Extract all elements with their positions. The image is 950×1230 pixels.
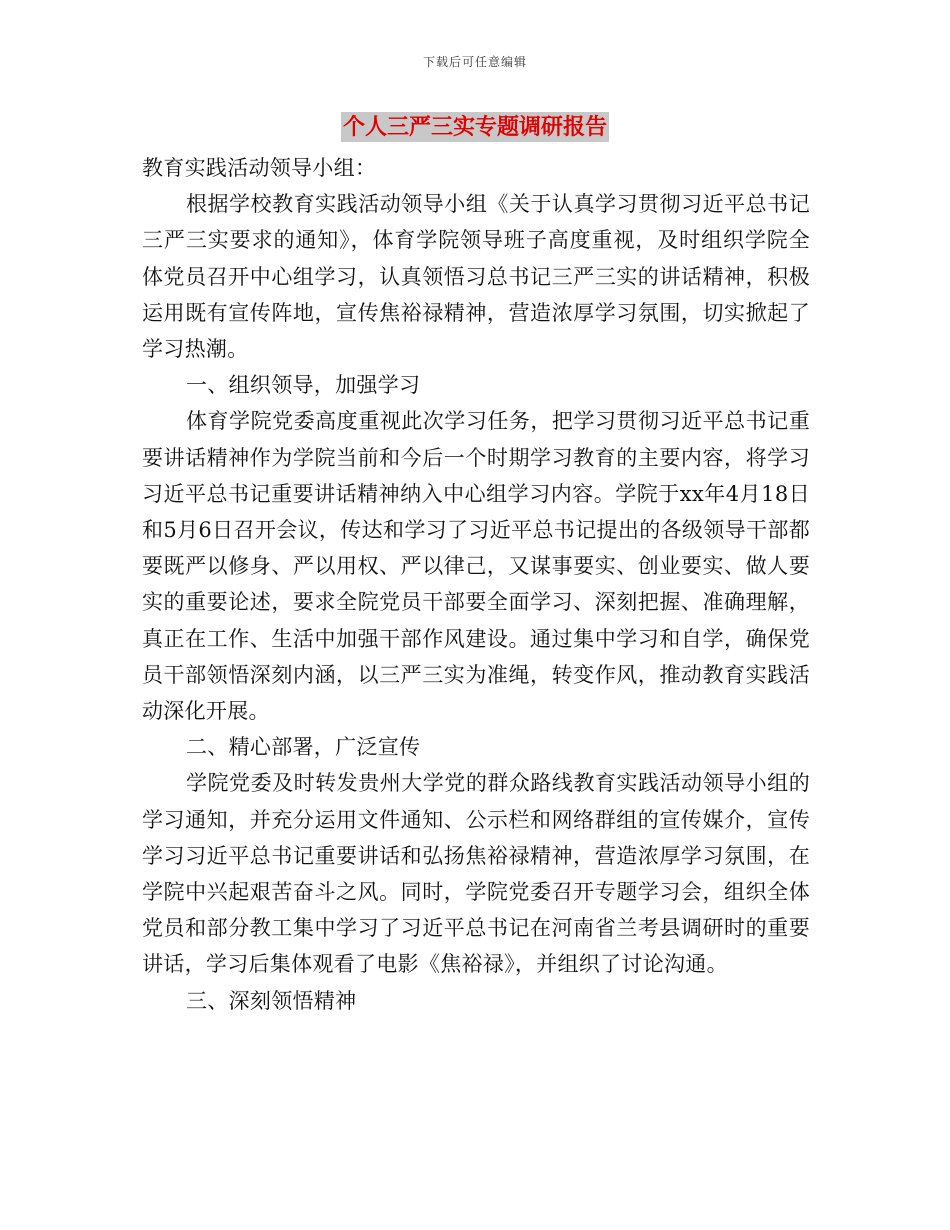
- salutation: 教育实践活动领导小组：: [142, 156, 377, 180]
- paragraph-section-1: 体育学院党委高度重视此次学习任务，把学习贯彻习近平总书记重要讲话精神作为学院当前和今后一个时期学习教育的主要内容，将学习习近平总书记重要讲话精神纳入中心组学习内容。学院于xx年4月18日和5月6日召开会议，传达和学习了习近平总书记提出的各级领导干部都要既严以修身、严以用权、严以律己，又谋事要实、创业要实、做人要实的重要论述，要求全院党员干部要全面学习、深刻把握、准确理解，真正在工作、生活中加强干部作风建设。通过集中学习和自学，确保党员干部领悟深刻内涵，以三严三实为准绳，转变作风，推动教育实践活动深化开展。: [142, 409, 810, 724]
- paragraph-intro: 根据学校教育实践活动领导小组《关于认真学习贯彻习近平总书记三严三实要求的通知》，体育学院领导班子高度重视，及时组织学院全体党员召开中心组学习，认真领悟习总书记三严三实的讲话精神，积极运用既有宣传阵地，宣传焦裕禄精神，营造浓厚学习氛围，切实掀起了学习热潮。: [142, 192, 810, 362]
- paragraph-section-2: 学院党委及时转发贵州大学党的群众路线教育实践活动领导小组的学习通知，并充分运用文件通知、公示栏和网络群组的宣传媒介，宣传学习习近平总书记重要讲话和弘扬焦裕禄精神，营造浓厚学习氛围，在学院中兴起艰苦奋斗之风。同时，学院党委召开专题学习会，组织全体党员和部分教工集中学习了习近平总书记在河南省兰考县调研时的重要讲话，学习后集体观看了电影《焦裕禄》，并组织了讨论沟通。: [142, 771, 810, 977]
- header-note: 下载后可任意编辑: [422, 55, 527, 69]
- title-container: [0, 112, 950, 142]
- document-body: [142, 150, 810, 1019]
- section-heading-2: 二、精心部署，广泛宣传: [186, 735, 421, 760]
- section-heading-3: 三、深刻领悟精神: [186, 988, 357, 1013]
- document-title: 个人三严三实专题调研报告: [342, 114, 607, 140]
- section-heading-1: 一、组织领导，加强学习: [186, 373, 421, 398]
